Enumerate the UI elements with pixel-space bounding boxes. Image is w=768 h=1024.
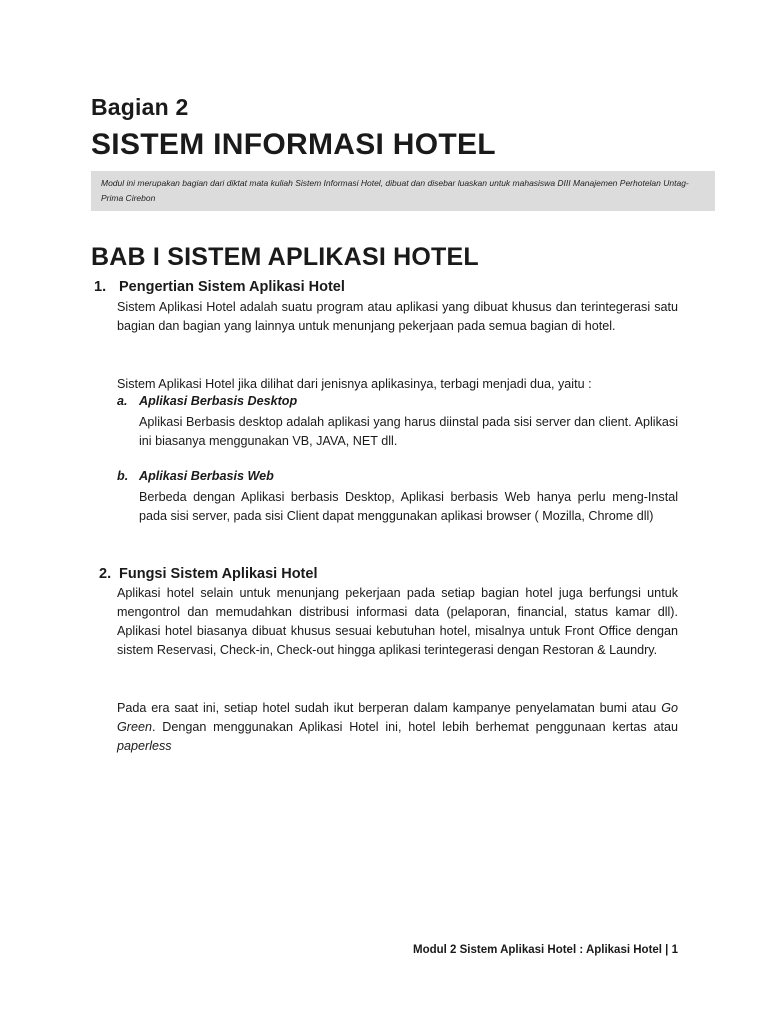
section-2-paragraph-2-part-2: . Dengan menggunakan Aplikasi Hotel ini, hotel lebih berhemat penggunaan kertas atau (152, 720, 678, 734)
section-1-paragraph-1: Sistem Aplikasi Hotel adalah suatu program atau aplikasi yang dibuat khusus dan terintegerasi satu bagian dan bagian yang lainnya untuk menunjang pekerjaan pada semua bagian di hotel. (117, 300, 678, 333)
go-green-term: Go Green (117, 701, 678, 734)
subitem-b-letter: b. (117, 469, 129, 483)
section-1-heading (94, 279, 345, 295)
section-2-heading (99, 566, 317, 582)
section-1-title: Pengertian Sistem Aplikasi Hotel (119, 279, 345, 295)
subitem-b-text: Berbeda dengan Aplikasi berbasis Desktop, Aplikasi berbasis Web hanya perlu meng-Instal pada sisi server, pada sisi Client dapat menggunakan aplikasi browser ( Mozilla, Chrome dll) (139, 490, 678, 523)
page-title: SISTEM INFORMASI HOTEL (91, 128, 496, 161)
subitem-a-heading (117, 394, 297, 408)
paperless-term: paperless (117, 739, 172, 753)
section-1-paragraph-2: Sistem Aplikasi Hotel jika dilihat dari jenisnya aplikasinya, terbagi menjadi dua, yaitu : (117, 377, 592, 391)
section-2-title: Fungsi Sistem Aplikasi Hotel (119, 566, 318, 582)
subitem-a-text: Aplikasi Berbasis desktop adalah aplikasi yang harus diinstal pada sisi server dan client. Aplikasi ini biasanya menggunakan VB, JAVA, NET dll. (139, 415, 678, 448)
subitem-a-letter: a. (117, 394, 128, 408)
subitem-b-title: Aplikasi Berbasis Web (139, 469, 274, 483)
part-label: Bagian 2 (91, 94, 189, 120)
chapter-title: BAB I SISTEM APLIKASI HOTEL (91, 243, 479, 271)
section-2-paragraph-2-part-1: Pada era saat ini, setiap hotel sudah ikut berperan dalam kampanye penyelamatan bumi atau (117, 701, 662, 715)
section-2-paragraph-1: Aplikasi hotel selain untuk menunjang pekerjaan pada setiap bagian hotel juga berfungsi untuk mengontrol dan memudahkan distribusi informasi data (pelaporan, financial, status kamar dll). Aplikasi hotel biasanya dibuat khusus sesuai kebutuhan hotel, misalnya untuk Front Office dengan sistem Reservasi, Check-in, Check-out hingga aplikasi terintegerasi dengan Restoran & Laundry. (117, 586, 678, 657)
section-2-number: 2. (99, 566, 112, 582)
module-note: Modul ini merupakan bagian dari diktat mata kuliah Sistem Informasi Hotel, dibuat dan disebar luaskan untuk mahasiswa DIII Manajemen Perhotelan Untag-Prima Cirebon (91, 171, 715, 211)
section-2-paragraph-2 (117, 699, 678, 756)
subitem-b-heading (117, 469, 274, 483)
section-1-number: 1. (94, 279, 107, 295)
subitem-a-title: Aplikasi Berbasis Desktop (139, 394, 298, 408)
page-footer: Modul 2 Sistem Aplikasi Hotel : Aplikasi Hotel | 1 (412, 944, 678, 956)
